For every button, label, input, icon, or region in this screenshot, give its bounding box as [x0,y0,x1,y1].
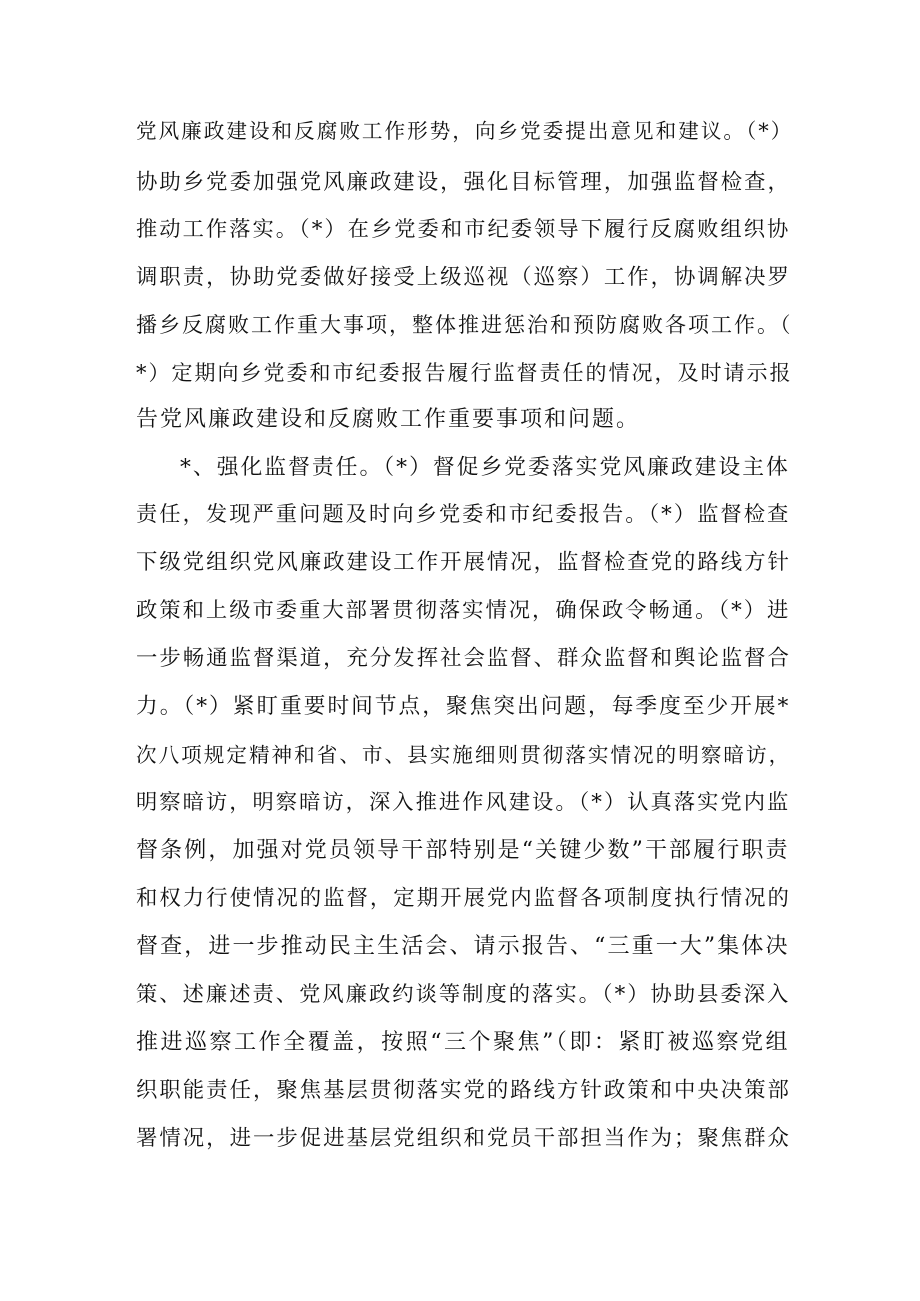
text-line: 下级党组织党风廉政建设工作开展情况，监督检查党的路线方针 [136,550,791,575]
text-line: 责任，发现严重问题及时向乡党委和市纪委报告。（*）监督检查 [136,502,791,527]
text-line: 党风廉政建设和反腐败工作形势，向乡党委提出意见和建议。（*） [136,119,794,143]
text-line: 明察暗访，明察暗访，深入推进作风建设。（*）认真落实党内监 [136,790,791,815]
text-line: 政策和上级市委重大部署贯彻落实情况，确保政令畅通。（*）进 [136,598,791,623]
text-line: 织职能责任，聚焦基层贯彻落实党的路线方针政策和中央决策部 [136,1078,791,1103]
text-line: 和权力行使情况的监督，定期开展党内监督各项制度执行情况的 [136,886,791,911]
text-line: 推动工作落实。（*）在乡党委和市纪委领导下履行反腐败组织协 [136,217,791,242]
text-line: 力。（*）紧盯重要时间节点，聚焦突出问题，每季度至少开展* [136,694,791,719]
text-line: 督查，进一步推动民主生活会、请示报告、“三重一大”集体决 [136,934,790,959]
text-line: 次八项规定精神和省、市、县实施细则贯彻落实情况的明察暗访， [136,743,792,767]
text-line: *）定期向乡党委和市纪委报告履行监督责任的情况，及时请示报 [136,361,793,385]
text-line: 调职责，协助党委做好接受上级巡视（巡察）工作，协调解决罗 [136,265,791,290]
text-line: 策、述廉述责、党风廉政约谈等制度的落实。（*）协助县委深入 [136,982,791,1007]
text-line: 告党风廉政建设和反腐败工作重要事项和问题。 [136,407,641,432]
text-line: 督条例，加强对党员领导干部特别是“关键少数”干部履行职责 [136,838,790,863]
text-line: 署情况，进一步促进基层党组织和党员干部担当作为；聚焦群众 [136,1126,791,1151]
text-line: *、强化监督责任。（*）督促乡党委落实党风廉政建设主体 [180,455,790,480]
text-line: 协助乡党委加强党风廉政建设，强化目标管理，加强监督检查， [136,170,791,195]
text-line: 推进巡察工作全覆盖，按照“三个聚焦”（即：紧盯被巡察党组 [136,1030,791,1055]
text-line: 播乡反腐败工作重大事项，整体推进惩治和预防腐败各项工作。（ [136,313,793,337]
text-line: 一步畅通监督渠道，充分发挥社会监督、群众监督和舆论监督合 [136,646,791,671]
